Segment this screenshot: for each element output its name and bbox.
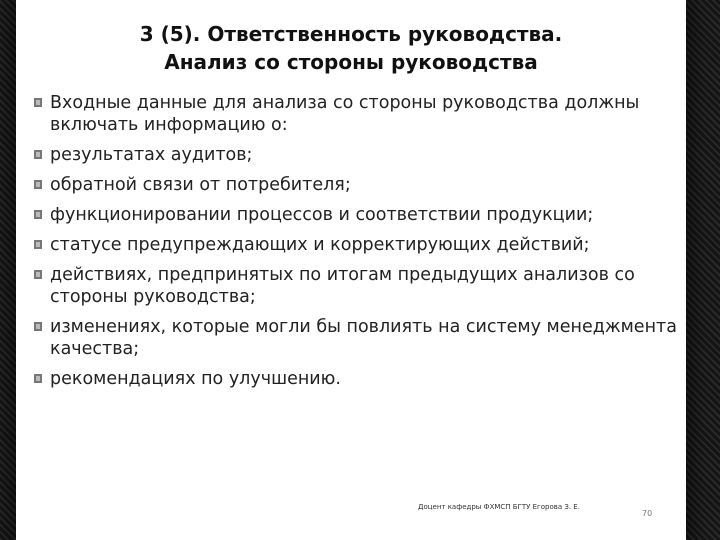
footer-author: Доцент кафедры ФХМСП БГТУ Егорова З. Е. — [418, 503, 580, 511]
list-item — [26, 174, 686, 196]
square-bullet-icon — [34, 180, 42, 189]
list-item — [26, 144, 686, 166]
list-item-text: действиях, предпринятых по итогам предыдущих анализов со стороны руководства; — [50, 265, 635, 307]
list-item — [26, 264, 686, 308]
square-bullet-icon — [34, 150, 42, 159]
square-bullet-icon — [34, 322, 42, 331]
list-item-text: Входные данные для анализа со стороны руководства должны включать информацию о: — [50, 93, 640, 135]
slide-title-line-2: Анализ со стороны руководства — [164, 50, 538, 74]
square-bullet-icon — [34, 210, 42, 219]
slide-title-line-1: 3 (5). Ответственность руководства. — [139, 22, 563, 46]
square-bullet-icon — [34, 374, 42, 383]
list-item — [26, 234, 686, 256]
page-number: 70 — [642, 509, 653, 518]
list-item — [26, 92, 686, 136]
slide-title — [16, 20, 686, 76]
bullet-list — [26, 92, 686, 398]
square-bullet-icon — [34, 240, 42, 249]
list-item-text: функционировании процессов и соответствии продукции; — [50, 205, 594, 225]
square-bullet-icon — [34, 270, 42, 279]
list-item-text: рекомендациях по улучшению. — [50, 369, 341, 389]
list-item-text: статусе предупреждающих и корректирующих действий; — [50, 235, 590, 255]
square-bullet-icon — [34, 98, 42, 107]
list-item — [26, 316, 686, 360]
list-item-text: обратной связи от потребителя; — [50, 175, 351, 195]
slide — [16, 0, 686, 540]
list-item — [26, 368, 686, 390]
list-item-text: изменениях, которые могли бы повлиять на систему менеджмента качества; — [50, 317, 677, 359]
list-item-text: результатах аудитов; — [50, 145, 253, 165]
list-item — [26, 204, 686, 226]
